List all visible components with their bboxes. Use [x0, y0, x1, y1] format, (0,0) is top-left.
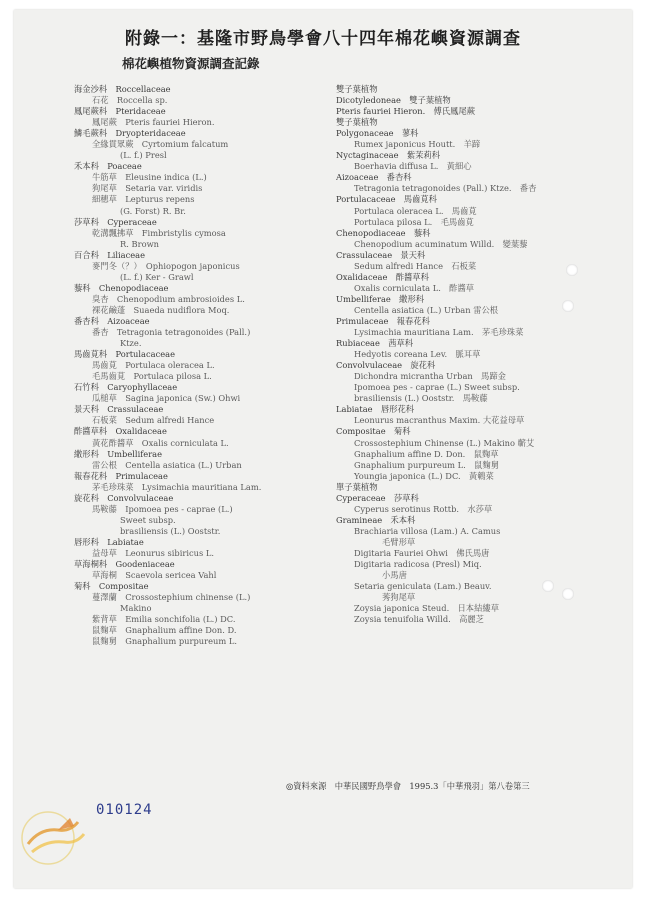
species-entry: Cyperus serotinus Rottb. 水莎草 — [354, 503, 493, 514]
family-entry: Portulacaceae 馬齒莧科 — [336, 194, 437, 205]
species-entry: Hedyotis coreana Lev. 脈耳草 — [354, 349, 481, 360]
species-entry: Chenopodium acuminatum Willd. 變葉藜 — [354, 238, 528, 249]
family-entry: Crassulaceae 景天科 — [336, 249, 426, 260]
species-entry: 蔓澤蘭 Crossostephium chinense (L.) — [92, 592, 251, 603]
species-entry: Sweet subsp. — [120, 514, 176, 525]
species-list-left-column — [74, 84, 346, 647]
species-entry: Lysimachia mauritiana Lam. 茅毛珍珠菜 — [354, 327, 524, 338]
species-entry: Youngia japonica (L.) DC. 黃鵪菜 — [354, 470, 494, 481]
species-entry: Tetragonia tetragonoides (Pall.) Ktze. 番杏 — [354, 183, 537, 194]
family-entry: 雙子葉植物 — [336, 117, 378, 128]
family-entry: Gramineae 禾本科 — [336, 514, 416, 525]
species-entry: 鳳尾蕨 Pteris fauriei Hieron. — [92, 117, 215, 128]
species-entry: (L. f.) Ker - Grawl — [120, 271, 194, 282]
family-entry: Cyperaceae 莎草科 — [336, 492, 419, 503]
species-entry: Centella asiatica (L.) Urban 雷公根 — [354, 304, 499, 315]
species-entry: Rumex japonicus Houtt. 羊蹄 — [354, 139, 481, 150]
family-entry: 海金沙科 Roccellaceae — [74, 84, 171, 94]
family-entry: Rubiaceae 茜草科 — [336, 338, 414, 349]
punch-hole — [562, 300, 574, 312]
species-entry: Ktze. — [120, 338, 142, 349]
family-entry: 石竹科 Caryophyllaceae — [74, 382, 178, 393]
family-entry: 繖形科 Umbelliferae — [74, 448, 163, 459]
species-entry: (G. Forst) R. Br. — [120, 205, 186, 216]
species-entry: (L. f.) Presl — [120, 150, 167, 161]
species-entry: 馬鞍藤 Ipomoea pes - caprae (L.) — [92, 503, 233, 514]
family-entry: 藜科 Chenopodiaceae — [74, 282, 169, 293]
archive-emblem-icon — [18, 800, 94, 872]
species-entry: 毛馬齒莧 Portulaca pilosa L. — [92, 371, 212, 382]
family-entry: 景天科 Crassulaceae — [74, 404, 164, 415]
species-entry: 黃花酢醬草 Oxalis corniculata L. — [92, 437, 229, 448]
punch-hole — [562, 588, 574, 600]
species-entry: 狗尾草 Setaria var. viridis — [92, 183, 203, 194]
punch-hole — [566, 264, 578, 276]
family-entry: 報春花科 Primulaceae — [74, 470, 168, 481]
species-entry: 裸花鹼蓬 Suaeda nudiflora Moq. — [92, 304, 230, 315]
document-title: 附錄一：基隆市野鳥學會八十四年棉花嶼資源調查 — [125, 29, 521, 49]
family-entry: 草海桐科 Goodeniaceae — [74, 559, 175, 570]
species-entry: Gnaphalium affine D. Don. 鼠麴草 — [354, 448, 499, 459]
species-entry: Zoysia japonica Steud. 日本結縷草 — [354, 603, 499, 614]
species-entry: Zoysia tenuifolia Willd. 高麗芝 — [354, 614, 484, 625]
family-entry: 鳳尾蕨科 Pteridaceae — [74, 106, 166, 117]
species-entry: Brachiaria villosa (Lam.) A. Camus — [354, 525, 501, 536]
family-entry: Pteris fauriei Hieron. 傅氏鳳尾蕨 — [336, 106, 476, 117]
species-entry: 石板菜 Sedum alfredi Hance — [92, 415, 215, 426]
family-entry: 酢醬草科 Oxalidaceae — [74, 426, 167, 437]
species-entry: Oxalis corniculata L. 酢醬草 — [354, 282, 475, 293]
species-entry: Gnaphalium purpureum L. 鼠麴舅 — [354, 459, 500, 470]
source-citation: ◎資料來源 中華民國野鳥學會 1995.3「中華飛羽」第八卷第三 — [286, 781, 530, 791]
family-entry: 番杏科 Aizoaceae — [74, 315, 150, 326]
species-entry: 乾溝飄拂草 Fimbristylis cymosa — [92, 227, 226, 238]
family-entry: 百合科 Liliaceae — [74, 249, 146, 260]
species-entry: 牛筋草 Eleusine indica (L.) — [92, 172, 207, 183]
species-entry: 番杏 Tetragonia tetragonoides (Pall.) — [92, 327, 251, 338]
species-entry: Digitaria Fauriei Ohwi 佛氏馬唐 — [354, 547, 490, 558]
family-entry: Compositae 菊科 — [336, 426, 411, 437]
family-entry: Labiatae 唇形花科 — [336, 404, 415, 415]
species-entry: 益母草 Leonurus sibiricus L. — [92, 547, 215, 558]
family-entry: 唇形科 Labiatae — [74, 536, 144, 547]
family-entry: 旋花科 Convolvulaceae — [74, 492, 174, 503]
species-entry: brasiliensis (L.) Ooststr. 馬鞍藤 — [354, 393, 488, 404]
species-entry: 茅毛珍珠菜 Lysimachia mauritiana Lam. — [92, 481, 262, 492]
species-entry: Ipomoea pes - caprae (L.) Sweet subsp. — [354, 382, 520, 393]
species-entry: 紫背草 Emilia sonchifolia (L.) DC. — [92, 614, 236, 625]
species-entry: Dichondra micrantha Urban 馬蹄金 — [354, 371, 506, 382]
scanned-document-page — [14, 10, 632, 888]
species-entry: 麥門冬（？） Ophiopogon japonicus — [92, 260, 240, 271]
punch-hole — [542, 580, 554, 592]
family-entry: Chenopodiaceae 藜科 — [336, 227, 431, 238]
species-entry: 鼠麴草 Gnaphalium affine Don. D. — [92, 625, 237, 636]
species-entry: 雷公根 Centella asiatica (L.) Urban — [92, 459, 242, 470]
family-entry: 鱗毛蕨科 Dryopteridaceae — [74, 128, 186, 139]
family-entry: 雙子葉植物 — [336, 84, 378, 94]
species-entry: Digitaria radicosa (Presl) Miq. — [354, 559, 482, 570]
family-entry: Dicotyledoneae 雙子葉植物 — [336, 95, 451, 106]
species-list-right-column — [336, 84, 608, 625]
family-entry: 馬齒莧科 Portulacaceae — [74, 349, 175, 360]
species-entry: Crossostephium Chinense (L.) Makino 蘄艾 — [354, 437, 535, 448]
family-entry: 禾本科 Poaceae — [74, 161, 142, 172]
species-entry: Portulaca pilosa L. 毛馬齒莧 — [354, 216, 474, 227]
species-entry: 鼠麴舅 Gnaphalium purpureum L. — [92, 636, 238, 647]
species-entry: Portulaca oleracea L. 馬齒莧 — [354, 205, 477, 216]
family-entry: Convolvulaceae 旋花科 — [336, 360, 436, 371]
species-entry: brasiliensis (L.) Ooststr. — [120, 525, 221, 536]
family-entry: 單子葉植物 — [336, 481, 378, 492]
document-number: 010124 — [96, 802, 153, 818]
species-entry: 石花 Roccella sp. — [92, 95, 168, 106]
family-entry: Primulaceae 報春花科 — [336, 315, 430, 326]
family-entry: 菊科 Compositae — [74, 581, 149, 592]
species-entry: Sedum alfredi Hance 石板菜 — [354, 260, 477, 271]
family-entry: Umbelliferae 繖形科 — [336, 293, 425, 304]
species-entry: 莠狗尾草 — [382, 592, 416, 603]
species-entry: Makino — [120, 603, 152, 614]
family-entry: Oxalidaceae 酢醬草科 — [336, 271, 429, 282]
species-entry: R. Brown — [120, 238, 160, 249]
species-entry: 全緣貫眾蕨 Cyrtomium falcatum — [92, 139, 229, 150]
species-entry: 毛臂形草 — [382, 536, 416, 547]
species-entry: Boerhavia diffusa L. 黃細心 — [354, 161, 472, 172]
species-entry: 馬齒莧 Portulaca oleracea L. — [92, 360, 215, 371]
family-entry: Nyctaginaceae 紫茉莉科 — [336, 150, 441, 161]
species-entry: 細穗草 Lepturus repens — [92, 194, 195, 205]
document-subtitle: 棉花嶼植物資源調查記錄 — [122, 56, 260, 71]
species-entry: 小馬唐 — [382, 570, 407, 581]
species-entry: Leonurus macranthus Maxim. 大花益母草 — [354, 415, 525, 426]
species-entry: 臭杏 Chenopodium ambrosioides L. — [92, 293, 245, 304]
family-entry: 莎草科 Cyperaceae — [74, 216, 157, 227]
species-entry: Setaria geniculata (Lam.) Beauv. — [354, 581, 492, 592]
family-entry: Polygonaceae 蓼科 — [336, 128, 419, 139]
species-entry: 瓜槌草 Sagina japonica (Sw.) Ohwi — [92, 393, 241, 404]
family-entry: Aizoaceae 番杏科 — [336, 172, 412, 183]
species-entry: 草海桐 Scaevola sericea Vahl — [92, 570, 217, 581]
